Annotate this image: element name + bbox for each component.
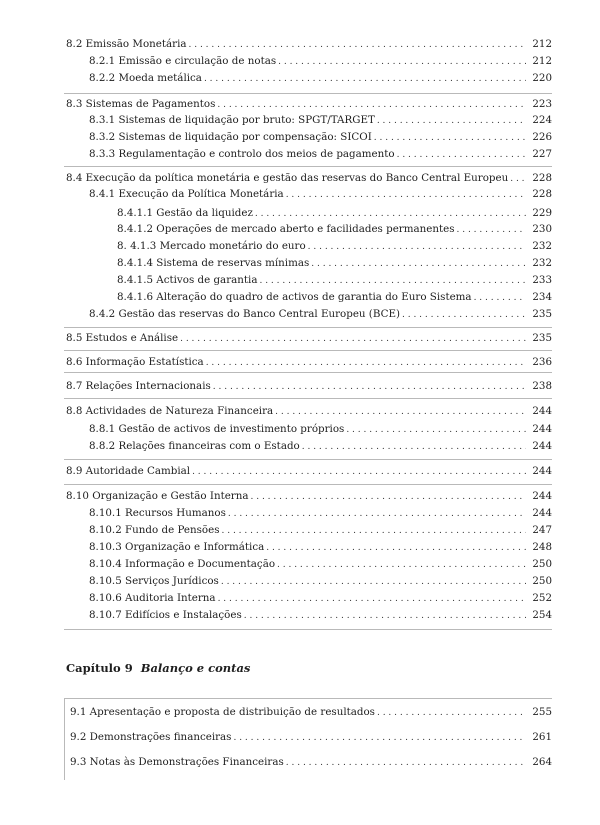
toc-entry[interactable] [89,524,552,538]
toc-entry-label: 8.10.1 Recursos Humanos [89,507,226,519]
toc-entry[interactable] [117,207,552,221]
toc-entry-label: 8.10.3 Organização e Informática [89,541,265,553]
toc-entry-label: 8.4.1 Execução da Política Monetária [89,188,284,200]
toc-entry-page: 247 [532,524,552,536]
dot-leader [377,115,526,128]
toc-entry-label: 8.10.6 Auditoria Interna [89,592,216,604]
toc-entry-label: 8.3.1 Sistemas de liquidação por bruto: SPGT/TARGET [89,114,375,126]
toc-entry[interactable] [117,291,552,305]
toc-entry-label: 8.10.5 Serviços Jurídicos [89,575,219,587]
toc-entry[interactable] [66,98,552,112]
toc-entry-label: 8.6 Informação Estatística [66,356,204,368]
section-divider [64,372,552,373]
toc-entry-label: 8.10.2 Fundo de Pensões [89,524,220,536]
toc-entry[interactable] [89,440,552,454]
toc-entry-page: 226 [532,131,552,143]
dot-leader [206,357,526,370]
toc-entry[interactable] [89,308,552,322]
dot-leader [510,173,526,186]
toc-entry-page: 228 [532,172,552,184]
section-divider [64,350,552,351]
toc-entry[interactable] [66,356,552,370]
dot-leader [346,424,526,437]
toc-entry-label: 8.4.1.4 Sistema de reservas mínimas [117,257,310,269]
toc-entry[interactable] [89,114,552,128]
toc-entry-page: 254 [532,609,552,621]
dot-leader [228,508,526,521]
toc-entry-label: 8.3.3 Regulamentação e controlo dos meios de pagamento [89,148,395,160]
toc-entry[interactable] [89,131,552,145]
toc-entry-label: 8.3.2 Sistemas de liquidação por compensação: SICOI [89,131,372,143]
toc-entry[interactable] [89,423,552,437]
toc-entry-page: 264 [532,756,552,768]
box-left-border [64,698,65,780]
toc-entry[interactable] [70,706,552,720]
dot-leader [180,333,526,346]
dot-leader [259,275,526,288]
toc-entry-page: 244 [532,440,552,452]
toc-entry-page: 244 [532,405,552,417]
toc-entry-page: 252 [532,592,552,604]
toc-entry[interactable] [66,490,552,504]
chapter-title: Balanço e contas [140,661,251,675]
toc-entry[interactable] [70,756,552,770]
dot-leader [275,406,526,419]
dot-leader [308,241,526,254]
toc-entry-page: 244 [532,465,552,477]
dot-leader [244,610,526,623]
toc-entry[interactable] [66,332,552,346]
toc-entry[interactable] [89,72,552,86]
dot-leader [218,593,526,606]
toc-entry-page: 250 [532,575,552,587]
toc-entry[interactable] [89,609,552,623]
dot-leader [255,208,526,221]
toc-entry-label: 8.8.1 Gestão de activos de investimento próprios [89,423,345,435]
toc-entry[interactable] [89,148,552,162]
toc-entry-page: 232 [532,240,552,252]
dot-leader [311,258,526,271]
toc-entry-label: 8.10.4 Informação e Documentação [89,558,276,570]
dot-leader [277,559,526,572]
toc-entry-label: 8.5 Estudos e Análise [66,332,179,344]
section-divider [64,166,552,167]
dot-leader [402,309,526,322]
toc-entry-page: 244 [532,490,552,502]
toc-entry-page: 236 [532,356,552,368]
toc-entry-page: 235 [532,332,552,344]
toc-entry-page: 244 [532,507,552,519]
toc-entry-page: 261 [532,731,552,743]
toc-entry[interactable] [89,188,552,202]
toc-entry-label: 8.4 Execução da política monetária e gestão das reservas do Banco Central Europeu [66,172,509,184]
toc-entry[interactable] [117,223,552,237]
section-divider [64,398,552,399]
dot-leader [266,542,526,555]
toc-entry-label: 8.2.1 Emissão e circulação de notas [89,55,277,67]
toc-entry-page: 212 [532,38,552,50]
toc-entry-label: 8.7 Relações Internacionais [66,380,211,392]
section-divider [64,93,552,94]
toc-entry-page: 238 [532,380,552,392]
dot-leader [189,39,526,52]
section-divider [64,629,552,630]
toc-entry-page: 244 [532,423,552,435]
section-divider [64,484,552,485]
toc-entry[interactable] [117,240,552,254]
dot-leader [222,525,526,538]
section-divider [64,459,552,460]
toc-entry-label: 9.2 Demonstrações financeiras [70,731,232,743]
section-divider [64,327,552,328]
toc-entry-label: 8.9 Autoridade Cambial [66,465,191,477]
toc-entry-label: 8.4.1.1 Gestão da liquidez [117,207,253,219]
dot-leader [221,576,526,589]
toc-entry[interactable] [117,274,552,288]
toc-entry-label: 9.3 Notas às Demonstrações Financeiras [70,756,284,768]
dot-leader [278,56,526,69]
section-divider [64,698,552,699]
toc-entry[interactable] [117,257,552,271]
toc-entry-label: 8.8 Actividades de Natureza Financeira [66,405,274,417]
toc-entry-label: 8.8.2 Relações financeiras com o Estado [89,440,300,452]
toc-entry-label: 8.2 Emissão Monetária [66,38,187,50]
dot-leader [204,73,526,86]
toc-entry-label: 8.4.2 Gestão das reservas do Banco Central Europeu (BCE) [89,308,400,320]
dot-leader [233,732,526,745]
toc-entry-page: 223 [532,98,552,110]
dot-leader [302,441,526,454]
dot-leader [377,707,526,720]
toc-entry-page: 229 [532,207,552,219]
dot-leader [474,292,526,305]
toc-entry-label: 8.2.2 Moeda metálica [89,72,202,84]
toc-entry[interactable] [89,558,552,572]
toc-entry[interactable] [70,731,552,745]
toc-entry-page: 227 [532,148,552,160]
toc-entry-page: 232 [532,257,552,269]
toc-entry-label: 8.3 Sistemas de Pagamentos [66,98,216,110]
toc-entry[interactable] [66,465,552,479]
toc-entry[interactable] [89,55,552,69]
dot-leader [397,149,526,162]
toc-entry-label: 8.4.1.2 Operações de mercado aberto e facilidades permanentes [117,223,455,235]
chapter-number: Capítulo 9 [66,661,133,675]
toc-entry-label: 8.10 Organização e Gestão Interna [66,490,249,502]
toc-entry-page: 228 [532,188,552,200]
toc-entry[interactable] [66,172,552,186]
toc-entry-page: 235 [532,308,552,320]
dot-leader [213,381,526,394]
chapter-heading [66,661,250,675]
toc-entry[interactable] [89,575,552,589]
toc-entry-page: 248 [532,541,552,553]
dot-leader [192,466,526,479]
toc-entry-page: 234 [532,291,552,303]
toc-entry-page: 230 [532,223,552,235]
toc-entry-label: 8.4.1.6 Alteração do quadro de activos de garantia do Euro Sistema [117,291,472,303]
toc-entry-page: 250 [532,558,552,570]
toc-entry-label: 9.1 Apresentação e proposta de distribuição de resultados [70,706,375,718]
toc-entry[interactable] [66,380,552,394]
dot-leader [286,189,526,202]
dot-leader [286,757,526,770]
toc-entry[interactable] [66,405,552,419]
toc-entry-page: 255 [532,706,552,718]
toc-entry-label: 8.10.7 Edifícios e Instalações [89,609,242,621]
toc-entry-page: 212 [532,55,552,67]
toc-entry[interactable] [66,38,552,52]
toc-entry-page: 233 [532,274,552,286]
toc-entry[interactable] [89,541,552,555]
toc-entry[interactable] [89,507,552,521]
dot-leader [251,491,526,504]
dot-leader [374,132,526,145]
toc-entry-page: 220 [532,72,552,84]
dot-leader [457,224,527,237]
toc-entry-page: 224 [532,114,552,126]
toc-entry[interactable] [89,592,552,606]
toc-entry-label: 8. 4.1.3 Mercado monetário do euro [117,240,306,252]
toc-entry-label: 8.4.1.5 Activos de garantia [117,274,258,286]
dot-leader [217,99,526,112]
